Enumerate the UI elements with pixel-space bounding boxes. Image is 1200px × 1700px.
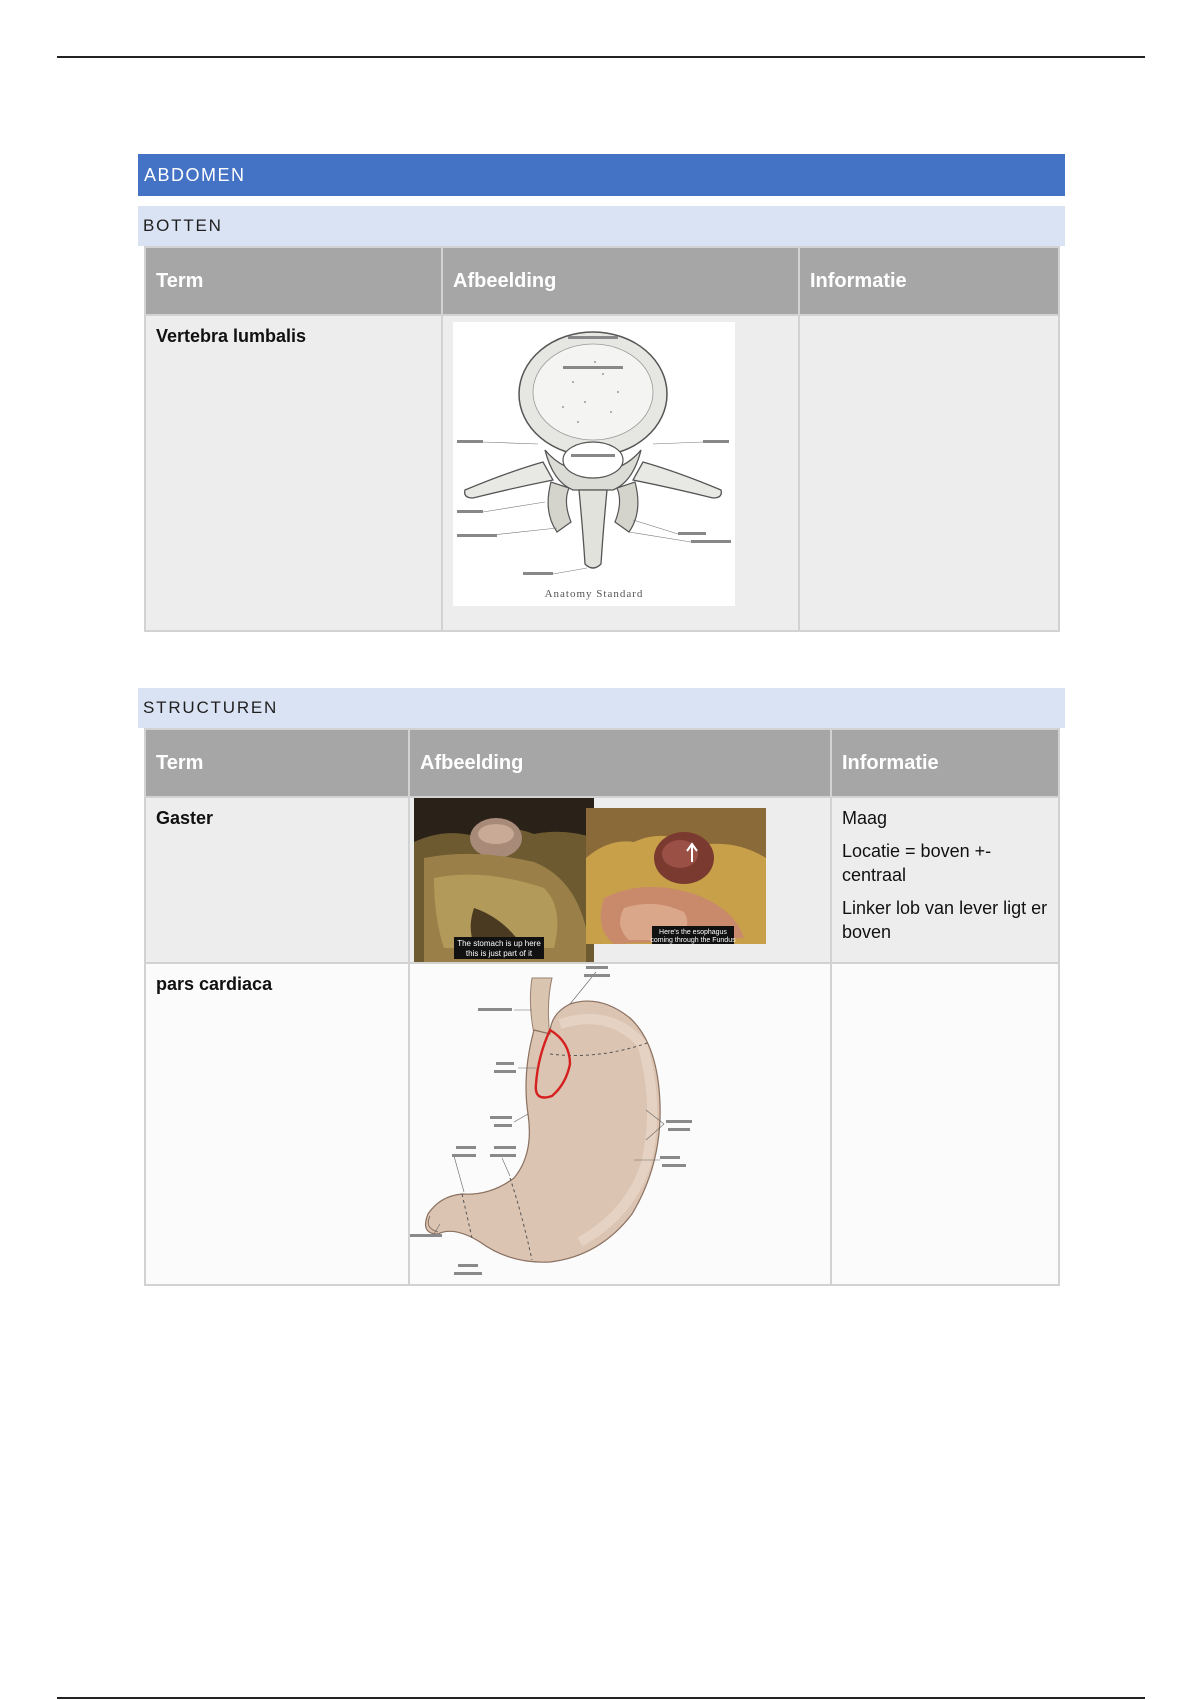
table-row: [145, 315, 1059, 631]
stomach-dissection-photos: [414, 798, 826, 962]
info-cell-vertebra: [799, 315, 1059, 631]
stomach-anatomy-diagram: [410, 964, 830, 1282]
term-vertebra-lumbalis: Vertebra lumbalis: [156, 326, 307, 346]
table-header-row: [145, 247, 1059, 315]
term-gaster: Gaster: [156, 808, 214, 828]
photo-caption-esophagus-2: coming through the Fundus: [650, 937, 736, 944]
info-cell-pars-cardiaca: [831, 963, 1059, 1285]
subsection-title-botten: BOTTEN: [138, 206, 1065, 246]
photo-caption-esophagus-1: Here's the esophagus: [659, 929, 727, 936]
table-header-row: [145, 729, 1059, 797]
table-row: [145, 963, 1059, 1285]
column-header-informatie: Informatie: [831, 729, 1059, 797]
term-pars-cardiaca: pars cardiaca: [156, 974, 273, 994]
column-header-informatie: Informatie: [799, 247, 1059, 315]
photo-caption-stomach-1: The stomach is up here: [457, 939, 541, 948]
header-rule: [57, 56, 1145, 58]
table-row: [145, 797, 1059, 963]
botten-table: [144, 246, 1060, 632]
section-title: ABDOMEN: [138, 154, 1065, 196]
column-header-term: Term: [145, 247, 442, 315]
structuren-table: [144, 728, 1060, 1286]
column-header-term: Term: [145, 729, 409, 797]
info-line: Locatie = boven +- centraal: [842, 841, 992, 885]
info-cell-gaster: [831, 797, 1059, 963]
info-line: Linker lob van lever ligt er boven: [842, 898, 1048, 942]
column-header-afbeelding: Afbeelding: [442, 247, 799, 315]
lumbar-vertebra-image: [453, 322, 788, 606]
column-header-afbeelding: Afbeelding: [409, 729, 831, 797]
photo-caption-stomach-2: this is just part of it: [465, 949, 533, 958]
footer-rule: [57, 1697, 1145, 1699]
info-line: Maag: [842, 808, 888, 828]
image-caption-anatomy-standard: Anatomy Standard: [544, 588, 644, 600]
subsection-title-structuren: STRUCTUREN: [138, 688, 1065, 728]
